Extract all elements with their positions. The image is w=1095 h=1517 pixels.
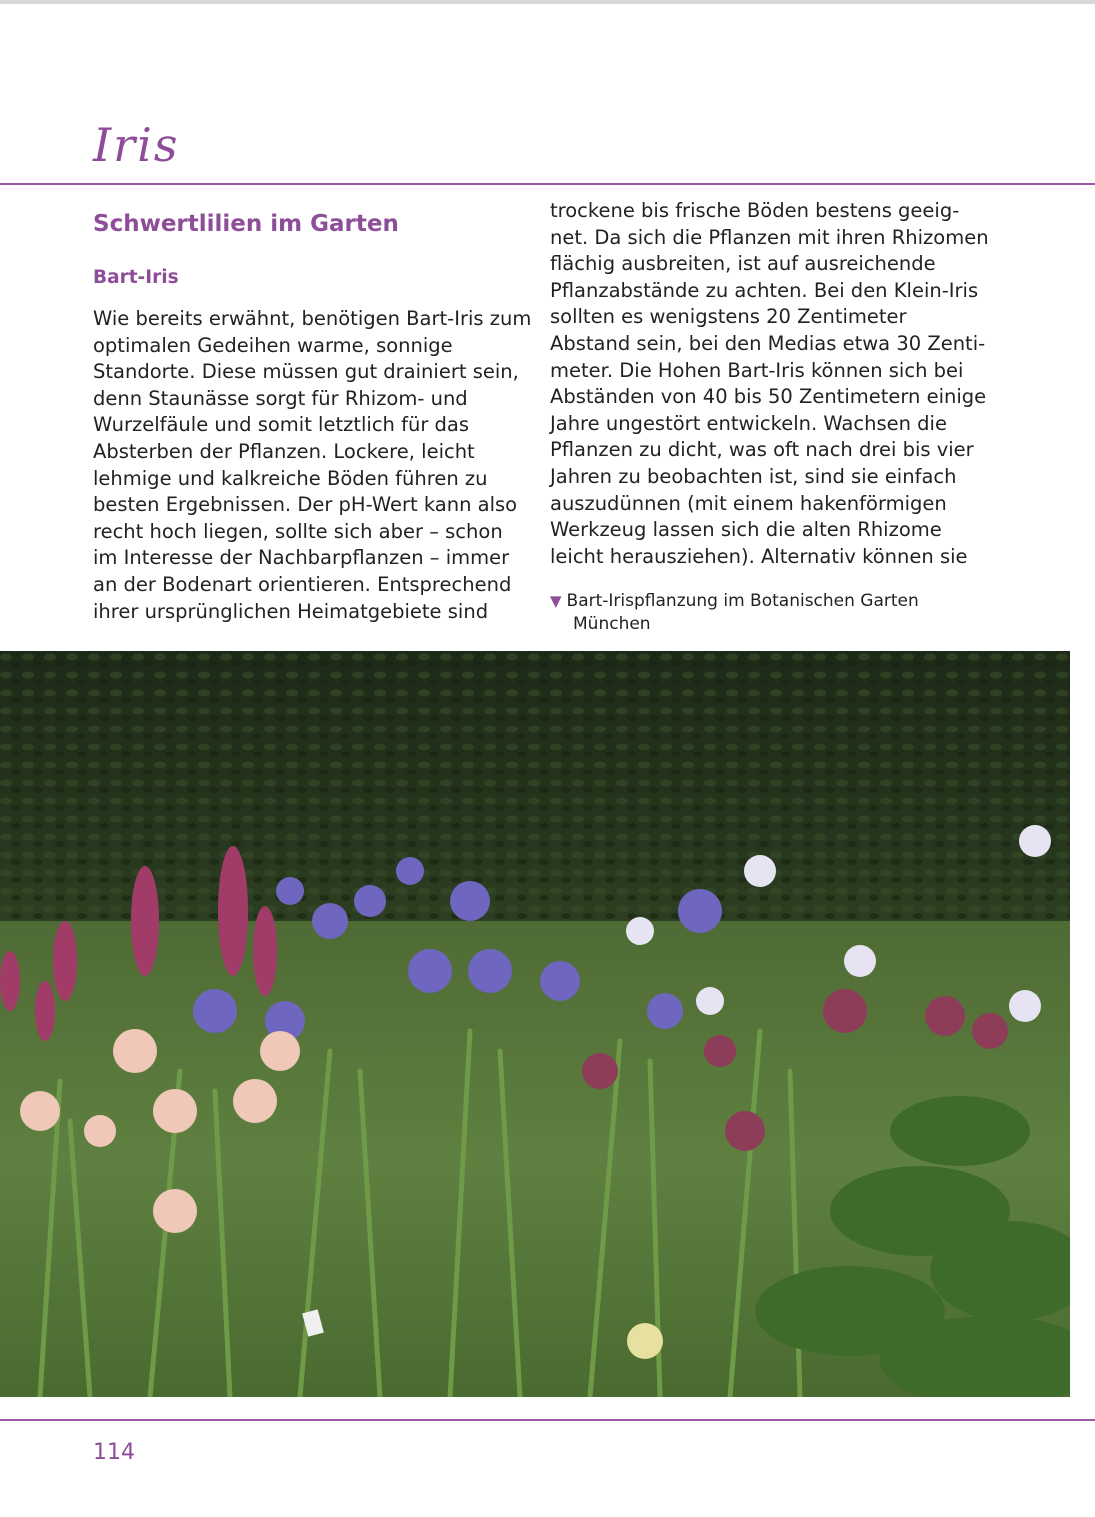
text-line: lehmige und kalkreiche Böden führen zu <box>93 466 488 490</box>
text-line: auszudünnen (mit einem hakenförmigen <box>550 491 947 515</box>
right-paragraph <box>550 198 989 570</box>
section-heading: Schwertlilien im Garten <box>93 211 399 237</box>
text-line: Abständen von 40 bis 50 Zentimetern einige <box>550 385 987 409</box>
text-line: leicht herausziehen). Alternativ können sie <box>550 544 968 568</box>
caption-triangle-icon: ▼ <box>550 592 562 610</box>
text-line: Pflanzen zu dicht, was oft nach drei bis vier <box>550 438 974 462</box>
photo-caption <box>550 590 970 635</box>
caption-line <box>550 590 970 613</box>
text-line: besten Ergebnissen. Der pH-Wert kann also <box>93 493 518 517</box>
text-line: Werkzeug lassen sich die alten Rhizome <box>550 518 942 542</box>
caption-line: München <box>573 613 651 634</box>
text-line: flächig ausbreiten, ist auf ausreichende <box>550 252 936 276</box>
text-line: denn Staunässe sorgt für Rhizom- und <box>93 386 468 410</box>
left-paragraph <box>93 306 532 625</box>
caption-text: Bart-Irispflanzung im Botanischen Garten <box>566 591 919 611</box>
top-border <box>0 0 1095 4</box>
text-line: Wie bereits erwähnt, benötigen Bart-Iris zum <box>93 307 532 330</box>
text-line: optimalen Gedeihen warme, sonnige <box>93 333 453 357</box>
header-rule <box>0 183 1095 185</box>
text-line: sollten es wenigstens 20 Zentimeter <box>550 305 907 329</box>
right-column <box>550 198 989 570</box>
text-line: ihrer ursprünglichen Heimatgebiete sind <box>93 599 489 623</box>
text-line: Jahre ungestört entwickeln. Wachsen die <box>550 411 947 435</box>
text-line: trockene bis frische Böden bestens geeig- <box>550 199 960 222</box>
iris-garden-photo <box>0 651 1070 1397</box>
text-line: Jahren zu beobachten ist, sind sie einfach <box>550 464 957 488</box>
text-line: recht hoch liegen, sollte sich aber – schon <box>93 519 503 543</box>
text-line: Abstand sein, bei den Medias etwa 30 Zenti- <box>550 331 986 355</box>
iris-garden-illustration <box>0 651 1070 1397</box>
yellow-iris-bloom <box>627 1323 663 1359</box>
text-line: Standorte. Diese müssen gut drainiert sein, <box>93 360 519 384</box>
text-line: net. Da sich die Pflanzen mit ihren Rhizomen <box>550 225 989 249</box>
sub-heading: Bart-Iris <box>93 267 179 288</box>
hedge-texture <box>0 651 1070 951</box>
left-column <box>93 206 532 625</box>
chapter-title: Iris <box>93 118 180 172</box>
text-line: Wurzelfäule und somit letztlich für das <box>93 413 470 437</box>
footer-rule <box>0 1419 1095 1421</box>
text-line: an der Bodenart orientieren. Entsprechend <box>93 572 512 596</box>
text-line: Pflanzabstände zu achten. Bei den Klein-Iris <box>550 278 979 302</box>
text-line: Absterben der Pflanzen. Lockere, leicht <box>93 439 475 463</box>
page-number: 114 <box>93 1440 135 1465</box>
text-line: im Interesse der Nachbarpflanzen – immer <box>93 546 510 570</box>
text-line: meter. Die Hohen Bart-Iris können sich bei <box>550 358 964 382</box>
